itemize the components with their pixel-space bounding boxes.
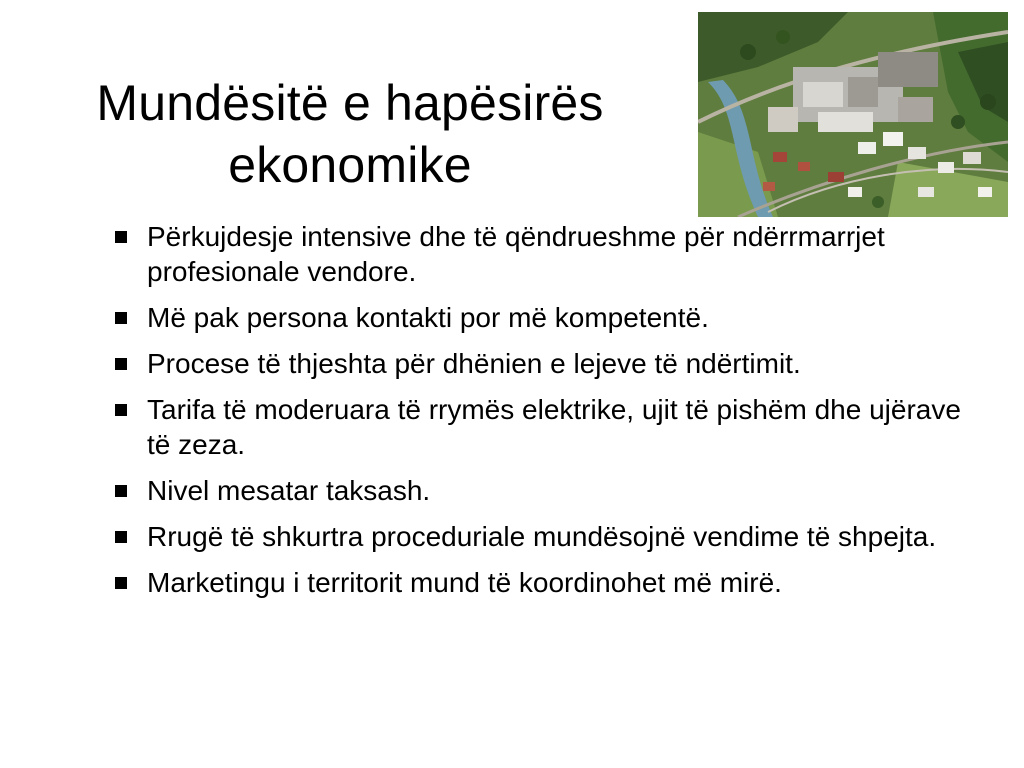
bullet-item [112, 392, 992, 462]
bullet-item [112, 565, 992, 600]
aerial-industrial-town-photo [698, 12, 1008, 217]
bullet-text: Nivel mesatar taksash. [147, 475, 431, 506]
square-bullet-icon [115, 358, 127, 370]
bullet-text: Përkujdesje intensive dhe të qëndrueshme për ndërrmarrjet profesionale vendore. [147, 221, 885, 287]
bullet-text: Marketingu i territorit mund të koordinohet më mirë. [147, 567, 782, 598]
square-bullet-icon [115, 485, 127, 497]
square-bullet-icon [115, 404, 127, 416]
bullet-item [112, 346, 992, 381]
bullet-item [112, 473, 992, 508]
square-bullet-icon [115, 531, 127, 543]
bullet-text: Tarifa të moderuara të rrymës elektrike, ujit të pishëm dhe ujërave të zeza. [147, 394, 961, 460]
slide-title [40, 72, 660, 196]
square-bullet-icon [115, 231, 127, 243]
square-bullet-icon [115, 577, 127, 589]
bullet-item [112, 300, 992, 335]
square-bullet-icon [115, 312, 127, 324]
bullet-item [112, 219, 992, 289]
bullet-list [112, 219, 992, 611]
bullet-text: Më pak persona kontakti por më kompetentë. [147, 302, 709, 333]
bullet-item [112, 519, 992, 554]
slide-title-line-2: ekonomike [228, 136, 472, 193]
bullet-text: Rrugë të shkurtra proceduriale mundësojnë vendime të shpejta. [147, 521, 937, 552]
bullet-text: Procese të thjeshta për dhënien e lejeve të ndërtimit. [147, 348, 801, 379]
slide-title-line-1: Mundësitë e hapësirës [96, 74, 604, 131]
